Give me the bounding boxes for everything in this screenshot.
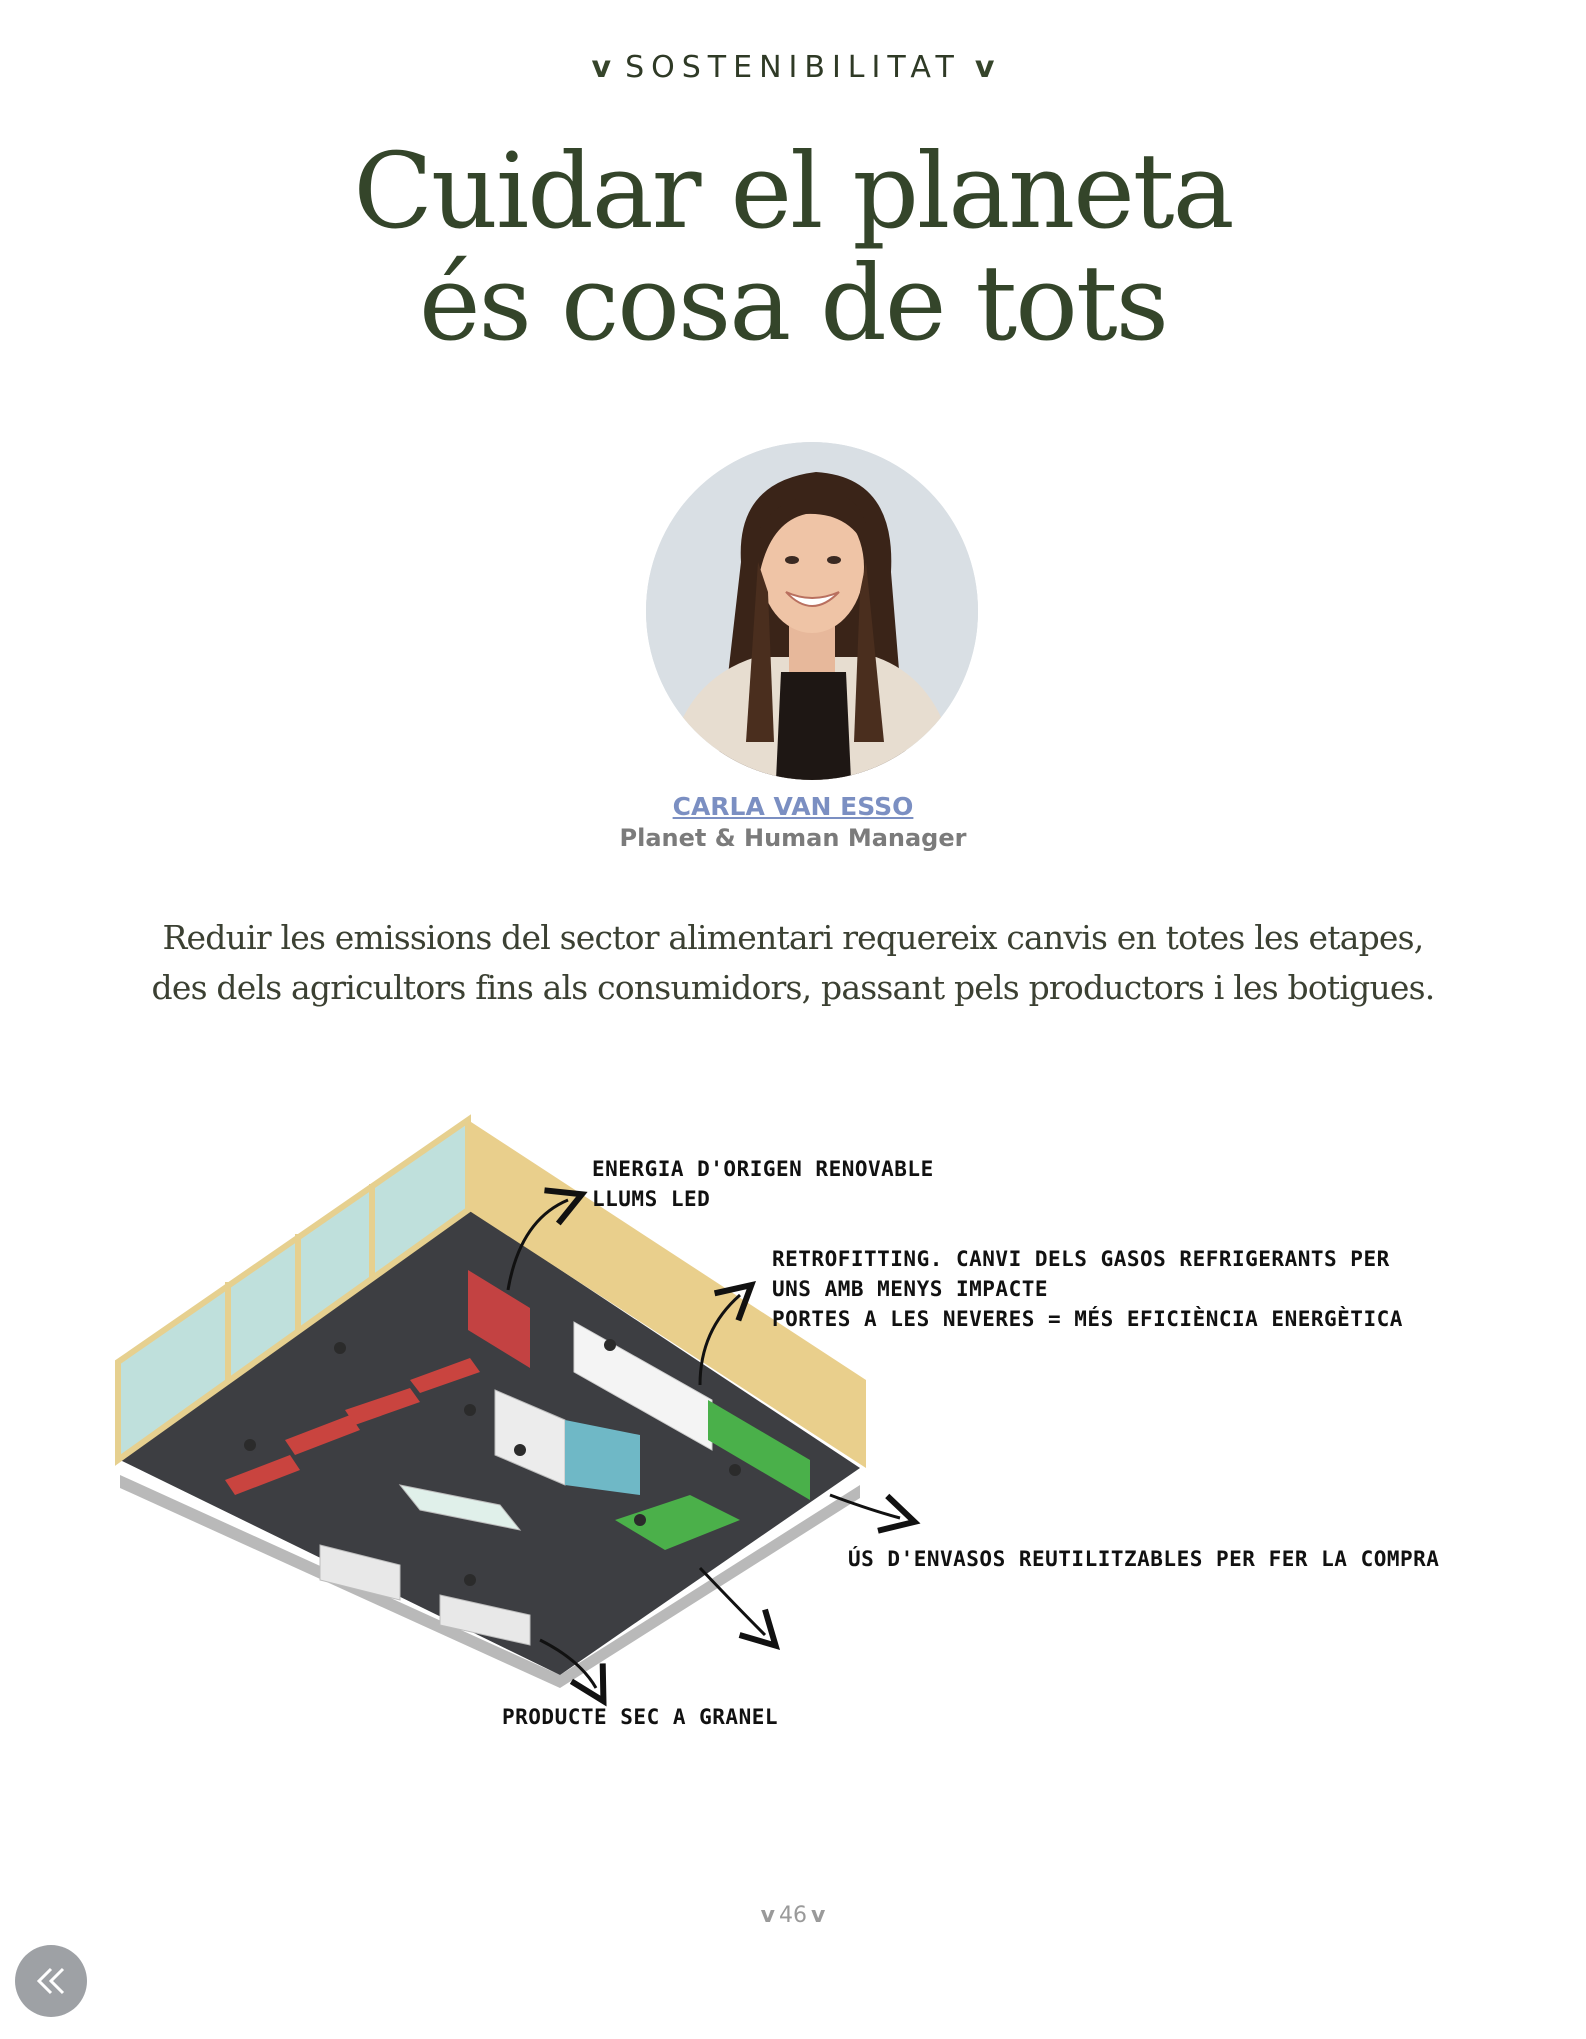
double-chevron-left-icon [31,1961,71,2001]
callout-bulk-product: PRODUCTE SEC A GRANEL [502,1705,779,1729]
author-portrait-image [646,442,978,780]
v-mark-left: v [591,50,612,85]
page-v-right: v [811,1903,826,1928]
title-line-2: és cosa de tots [418,242,1168,364]
callout-retrofitting-line-3: PORTES A LES NEVERES = MÉS EFICIÈNCIA ENERGÈTICA [772,1307,1403,1331]
author-role: Planet & Human Manager [619,824,967,852]
callout-retrofitting [772,1244,1403,1334]
v-mark-right: v [974,50,995,85]
section-header [0,50,1586,85]
store-illustration [0,1100,1586,1780]
callout-retrofitting-line-1: RETROFITTING. CANVI DELS GASOS REFRIGERANTS PER [772,1247,1390,1271]
callout-energy-line-1: ENERGIA D'ORIGEN RENOVABLE [592,1157,934,1181]
callout-retrofitting-line-2: UNS AMB MENYS IMPACTE [772,1277,1049,1301]
article-lead: Reduir les emissions del sector alimentari requereix canvis en totes les etapes, des dels agricultors fins als consumidors, passant pels productors i les botigues. [151,918,1435,1007]
page-number-value: 46 [779,1903,807,1928]
callout-energy [592,1154,934,1214]
callout-reusable-containers: ÚS D'ENVASOS REUTILITZABLES PER FER LA COMPRA [848,1547,1440,1571]
back-button[interactable] [15,1945,87,2017]
page-number [0,1903,1586,1928]
author-portrait [646,442,978,780]
title-line-1: Cuidar el planeta [353,130,1233,252]
callout-energy-line-2: LLUMS LED [592,1187,711,1211]
section-label: SOSTENIBILITAT [625,50,961,85]
article-title [0,130,1586,364]
author-name[interactable]: CARLA VAN ESSO [672,792,914,821]
page-v-left: v [760,1903,775,1928]
